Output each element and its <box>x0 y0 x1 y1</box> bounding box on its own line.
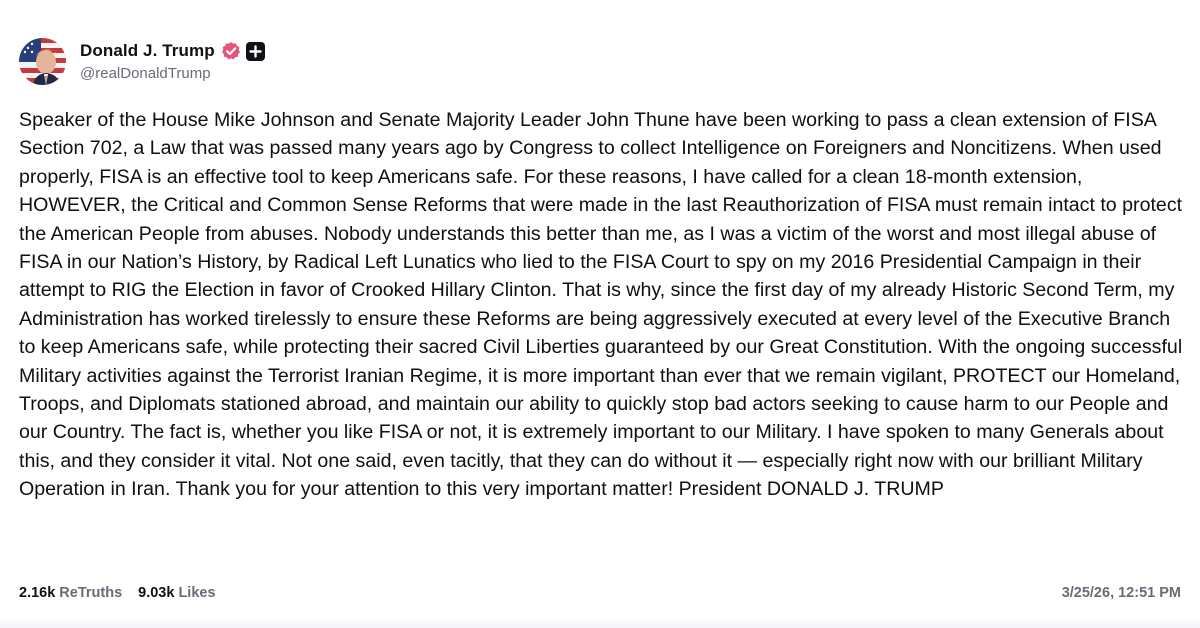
post-text: Speaker of the House Mike Johnson and Senate Majority Leader John Thune have been working to pass a clean extension of FISA Section 702, a Law that was passed many years ago by Congress to collect Intelligence on Foreigners and Noncitizens. When used properly, FISA is an effective tool to keep Americans safe. For these reasons, I have called for a clean 18-month extension, HOWEVER, the Critical and Common Sense Reforms that were made in the last Reauthorization of FISA must remain intact to protect the American People from abuses. Nobody understands this better than me, as I was a victim of the worst and most illegal abuse of FISA in our Nation’s History, by Radical Left Lunatics who lied to the FISA Court to spy on my 2016 Presidential Campaign in their attempt to RIG the Election in favor of Crooked Hillary Clinton. That is why, since the first day of my already Historic Second Term, my Administration has worked tirelessly to ensure these Reforms are being aggressively executed at every level of the Executive Branch to keep Americans safe, while protecting their sacred Civil Liberties guaranteed by our Great Constitution. With the ongoing successful Military activities against the Terrorist Iranian Regime, it is more important than ever that we remain vigilant, PROTECT our Homeland, Troops, and Diplomats stationed abroad, and maintain our ability to quickly stop bad actors seeking to cause harm to our People and our Country. The fact is, whether you like FISA or not, it is extremely important to our Military. I have spoken to many Generals about this, and they consider it vital. Not one said, even tacitly, that they can do without it — especially right now with our brilliant Military Operation in Iran. Thank you for your attention to this very important matter! President DONALD J. TRUMP <box>19 109 1183 501</box>
post-timestamp[interactable]: 3/25/26, 12:51 PM <box>1061 585 1181 601</box>
retruths-stat[interactable] <box>19 585 122 601</box>
author-display-name[interactable]: Donald J. Trump <box>80 41 215 60</box>
retruths-label: ReTruths <box>59 585 123 601</box>
post-header <box>19 36 265 86</box>
avatar-image <box>19 38 66 85</box>
plus-badge-icon <box>246 42 265 61</box>
likes-count: 9.03k <box>138 585 175 601</box>
name-row <box>80 40 265 62</box>
post-stats <box>19 585 232 601</box>
retruths-count: 2.16k <box>19 585 56 601</box>
likes-stat[interactable] <box>138 585 215 601</box>
author-handle[interactable]: @realDonaldTrump <box>80 65 211 82</box>
likes-label: Likes <box>178 585 216 601</box>
author-identity <box>80 40 265 82</box>
avatar[interactable] <box>19 38 66 85</box>
bottom-divider <box>0 616 1200 628</box>
verified-badge-icon <box>221 41 241 61</box>
